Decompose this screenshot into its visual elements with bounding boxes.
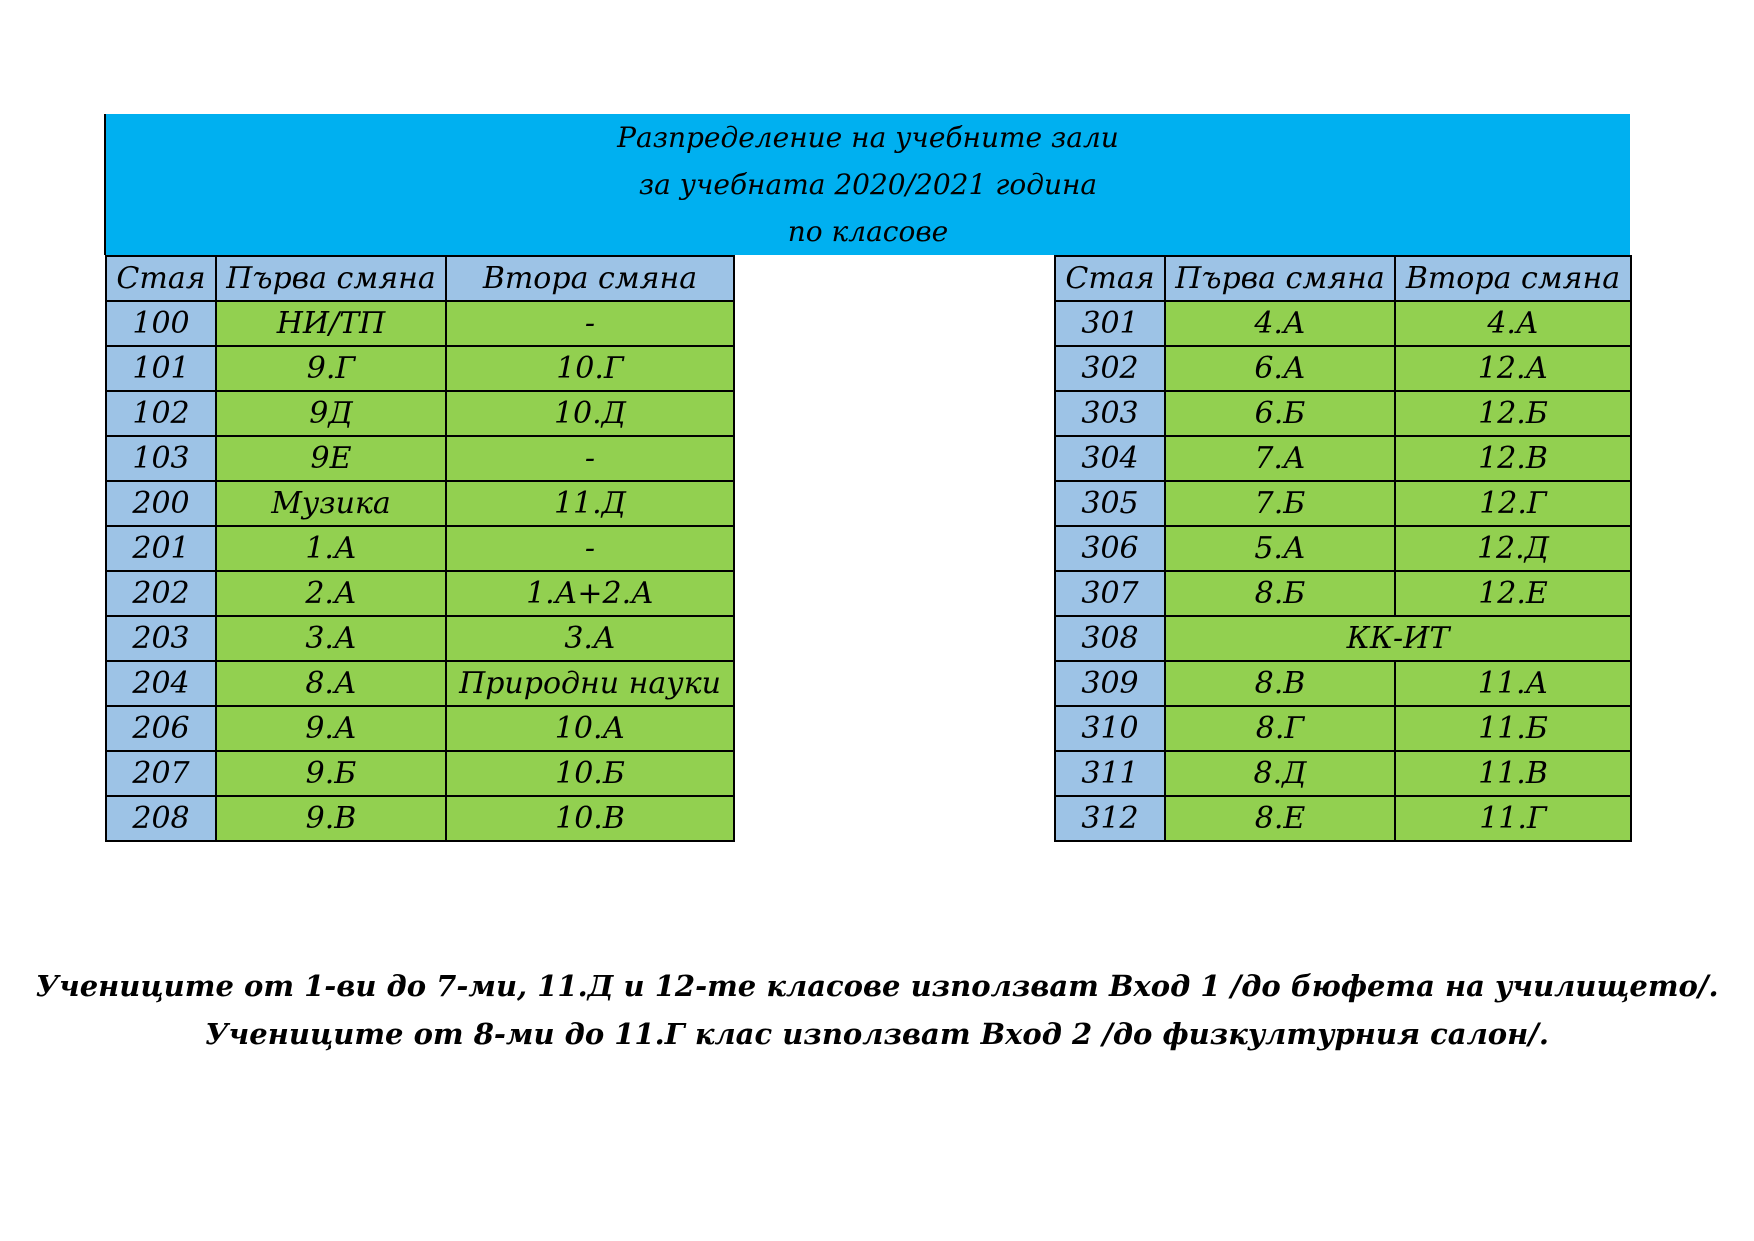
table-row <box>106 526 734 571</box>
first-shift-cell: 3.А <box>216 616 446 661</box>
room-number: 206 <box>106 706 216 751</box>
table-row <box>1055 751 1631 796</box>
second-shift-cell: 12.Д <box>1395 526 1631 571</box>
table-row <box>106 391 734 436</box>
first-shift-cell: 4.А <box>1165 301 1395 346</box>
second-shift-cell: 1.А+2.А <box>446 571 734 616</box>
first-shift-cell: 8.Д <box>1165 751 1395 796</box>
table-row <box>1055 706 1631 751</box>
second-shift-cell: 10.А <box>446 706 734 751</box>
room-number: 309 <box>1055 661 1165 706</box>
room-number: 301 <box>1055 301 1165 346</box>
table-row <box>1055 571 1631 616</box>
table-row <box>106 571 734 616</box>
title-line-1: Разпределение на учебните зали <box>617 121 1119 154</box>
first-shift-cell: 7.А <box>1165 436 1395 481</box>
title-banner <box>106 114 1630 255</box>
second-shift-cell: 12.Б <box>1395 391 1631 436</box>
room-number: 311 <box>1055 751 1165 796</box>
second-shift-cell: 10.Г <box>446 346 734 391</box>
second-shift-cell: 10.Б <box>446 751 734 796</box>
second-shift-cell: - <box>446 436 734 481</box>
second-shift-cell: Природни науки <box>446 661 734 706</box>
table-row <box>1055 661 1631 706</box>
first-shift-cell: 9.В <box>216 796 446 841</box>
right-header-row <box>1055 256 1631 301</box>
second-shift-cell: 11.В <box>1395 751 1631 796</box>
table-row <box>1055 481 1631 526</box>
table-row <box>106 706 734 751</box>
left-header-row <box>106 256 734 301</box>
second-shift-cell: 11.А <box>1395 661 1631 706</box>
first-shift-cell: 5.А <box>1165 526 1395 571</box>
first-shift-cell: 9Д <box>216 391 446 436</box>
header-room: Стая <box>106 256 216 301</box>
table-row <box>106 481 734 526</box>
table-row <box>106 751 734 796</box>
second-shift-cell: 4.А <box>1395 301 1631 346</box>
table-row <box>106 796 734 841</box>
second-shift-cell: 12.Е <box>1395 571 1631 616</box>
room-number: 308 <box>1055 616 1165 661</box>
room-number: 204 <box>106 661 216 706</box>
room-number: 310 <box>1055 706 1165 751</box>
second-shift-cell: 10.В <box>446 796 734 841</box>
room-number: 103 <box>106 436 216 481</box>
first-shift-cell: 7.Б <box>1165 481 1395 526</box>
first-shift-cell: Музика <box>216 481 446 526</box>
second-shift-cell: 10.Д <box>446 391 734 436</box>
title-line-3: по класове <box>787 215 949 248</box>
note-line-1: Учениците от 1-ви до 7-ми, 11.Д и 12-те класове използват Вход 1 /до бюфета на училището/. <box>35 969 1719 1003</box>
room-number: 306 <box>1055 526 1165 571</box>
room-number: 201 <box>106 526 216 571</box>
second-shift-cell: - <box>446 526 734 571</box>
second-shift-cell: 11.Б <box>1395 706 1631 751</box>
table-row <box>106 661 734 706</box>
table-row <box>1055 346 1631 391</box>
room-number: 312 <box>1055 796 1165 841</box>
second-shift-cell: 11.Д <box>446 481 734 526</box>
room-number: 100 <box>106 301 216 346</box>
first-shift-cell: 8.А <box>216 661 446 706</box>
table-row <box>1055 526 1631 571</box>
room-number: 208 <box>106 796 216 841</box>
note-line-2: Учениците от 8-ми до 11.Г клас използват Вход 2 /до физкултурния салон/. <box>205 1017 1549 1051</box>
first-shift-cell: 6.Б <box>1165 391 1395 436</box>
first-shift-cell: 9.Б <box>216 751 446 796</box>
second-shift-cell: 11.Г <box>1395 796 1631 841</box>
first-shift-cell: 9Е <box>216 436 446 481</box>
second-shift-cell: 3.А <box>446 616 734 661</box>
first-shift-cell: 1.А <box>216 526 446 571</box>
first-shift-cell: 2.А <box>216 571 446 616</box>
header-second-shift: Втора смяна <box>1395 256 1631 301</box>
room-number: 202 <box>106 571 216 616</box>
room-number: 307 <box>1055 571 1165 616</box>
table-row <box>1055 616 1631 661</box>
room-number: 302 <box>1055 346 1165 391</box>
room-number: 102 <box>106 391 216 436</box>
room-number: 305 <box>1055 481 1165 526</box>
header-first-shift: Първа смяна <box>1165 256 1395 301</box>
first-shift-cell: 8.Б <box>1165 571 1395 616</box>
room-number: 303 <box>1055 391 1165 436</box>
first-shift-cell: 8.Е <box>1165 796 1395 841</box>
header-first-shift: Първа смяна <box>216 256 446 301</box>
right-room-table <box>1054 255 1632 842</box>
first-shift-cell: 8.В <box>1165 661 1395 706</box>
table-row <box>1055 436 1631 481</box>
left-room-table <box>105 255 735 842</box>
room-number: 304 <box>1055 436 1165 481</box>
second-shift-cell: 12.Г <box>1395 481 1631 526</box>
first-shift-cell: НИ/ТП <box>216 301 446 346</box>
second-shift-cell: 12.А <box>1395 346 1631 391</box>
table-row <box>1055 391 1631 436</box>
title-line-2: за учебната 2020/2021 година <box>638 168 1098 201</box>
table-row <box>1055 301 1631 346</box>
room-number: 101 <box>106 346 216 391</box>
entrance-notes <box>0 962 1754 1058</box>
second-shift-cell: - <box>446 301 734 346</box>
table-row <box>106 301 734 346</box>
header-second-shift: Втора смяна <box>446 256 734 301</box>
first-shift-cell: 8.Г <box>1165 706 1395 751</box>
merged-shift-cell: КК-ИТ <box>1165 616 1631 661</box>
table-row <box>106 616 734 661</box>
header-room: Стая <box>1055 256 1165 301</box>
table-row <box>1055 796 1631 841</box>
table-row <box>106 346 734 391</box>
room-number: 203 <box>106 616 216 661</box>
first-shift-cell: 6.А <box>1165 346 1395 391</box>
first-shift-cell: 9.Г <box>216 346 446 391</box>
room-number: 200 <box>106 481 216 526</box>
first-shift-cell: 9.А <box>216 706 446 751</box>
room-number: 207 <box>106 751 216 796</box>
table-row <box>106 436 734 481</box>
second-shift-cell: 12.В <box>1395 436 1631 481</box>
